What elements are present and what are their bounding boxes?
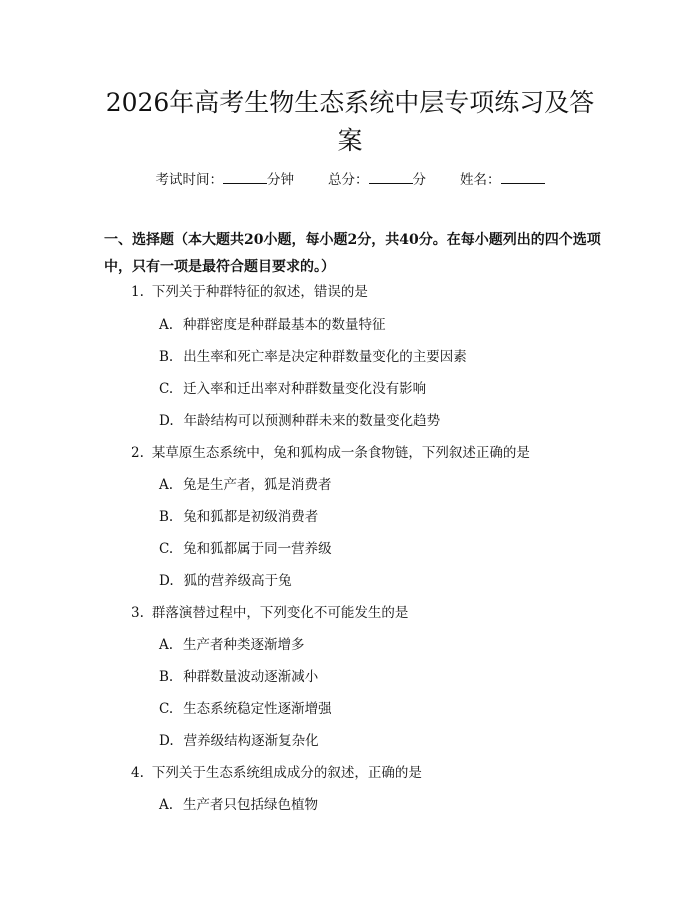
option-text: 出生率和死亡率是决定种群数量变化的主要因素 [183, 349, 467, 365]
option [159, 667, 318, 687]
option-letter: C. [159, 701, 174, 717]
option-letter: A. [159, 317, 174, 333]
option-text: 兔是生产者，狐是消费者 [183, 477, 332, 493]
name-field [460, 168, 545, 188]
option [159, 347, 467, 367]
exam-time-field [156, 168, 295, 188]
question-stem [131, 603, 408, 623]
option [159, 699, 332, 719]
option-text: 生产者种类逐渐增多 [183, 637, 305, 653]
question-number: 3. [131, 605, 144, 621]
option [159, 507, 318, 527]
option-letter: A. [159, 637, 174, 653]
total-score-field [328, 168, 426, 188]
total-score-label: 总分： [328, 172, 369, 188]
option-letter: B. [159, 669, 174, 685]
question-stem [131, 763, 422, 783]
option-text: 兔和狐都属于同一营养级 [183, 541, 332, 557]
option [159, 635, 305, 655]
option-text: 迁入率和迁出率对种群数量变化没有影响 [183, 381, 427, 397]
option [159, 475, 332, 495]
option-text: 兔和狐都是初级消费者 [183, 509, 319, 525]
option [159, 539, 332, 559]
option [159, 571, 292, 591]
option-letter: D. [159, 733, 174, 749]
exam-time-unit: 分钟 [267, 172, 294, 188]
option-letter: B. [159, 349, 174, 365]
option-text: 年龄结构可以预测种群未来的数量变化趋势 [183, 413, 441, 429]
question-text: 群落演替过程中，下列变化不可能发生的是 [151, 605, 409, 621]
question-stem [131, 282, 368, 302]
exam-info-row [0, 168, 700, 188]
option-text: 种群密度是种群最基本的数量特征 [183, 317, 386, 333]
option-letter: C. [159, 381, 174, 397]
option-text: 种群数量波动逐渐减小 [183, 669, 319, 685]
option [159, 379, 426, 399]
name-blank [501, 171, 545, 184]
option-letter: D. [159, 573, 174, 589]
question-text: 下列关于生态系统组成成分的叙述，正确的是 [151, 765, 422, 781]
option-text: 营养级结构逐渐复杂化 [183, 733, 319, 749]
name-label: 姓名： [460, 172, 501, 188]
document-title: 2026年高考生物生态系统中层专项练习及答案 [105, 88, 595, 155]
question-number: 1. [131, 284, 144, 300]
option [159, 731, 319, 751]
section-heading: 一、选择题（本大题共20小题，每小题2分，共40分。在每小题列出的四个选项中，只有一项是最符合题目要求的。） [104, 232, 601, 275]
total-score-unit: 分 [412, 172, 426, 188]
option [159, 315, 386, 335]
total-score-blank [369, 171, 413, 184]
question-text: 某草原生态系统中，兔和狐构成一条食物链，下列叙述正确的是 [151, 445, 530, 461]
option-text: 生态系统稳定性逐渐增强 [183, 701, 332, 717]
exam-time-blank [223, 171, 267, 184]
question-text: 下列关于种群特征的叙述，错误的是 [151, 284, 368, 300]
option-text: 狐的营养级高于兔 [183, 573, 292, 589]
question-number: 4. [131, 765, 144, 781]
option-letter: C. [159, 541, 174, 557]
question-stem [131, 443, 530, 463]
option-letter: A. [159, 797, 174, 813]
option [159, 411, 440, 431]
option [159, 795, 318, 815]
option-letter: D. [159, 413, 174, 429]
option-letter: B. [159, 509, 174, 525]
question-number: 2. [131, 445, 144, 461]
option-letter: A. [159, 477, 174, 493]
exam-time-label: 考试时间： [155, 172, 223, 188]
option-text: 生产者只包括绿色植物 [183, 797, 319, 813]
